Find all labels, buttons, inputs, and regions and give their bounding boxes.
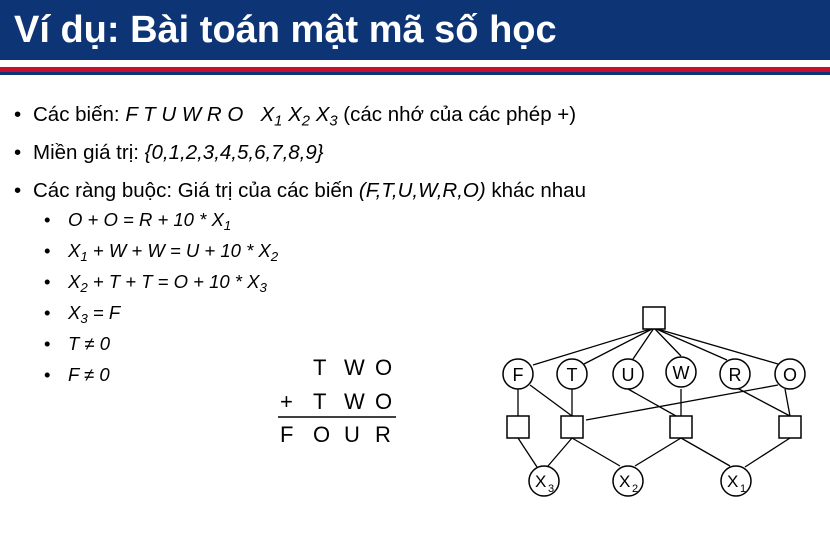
bullet-dot: • [44, 209, 51, 230]
bullet-dot: • [44, 302, 51, 323]
constraint-text: = F [87, 302, 121, 323]
carry-var-base: X [315, 103, 330, 126]
variables-label: Các biến: [33, 103, 126, 126]
svg-text:U: U [621, 365, 635, 385]
constraint-sub: 3 [259, 279, 267, 295]
svg-text:W: W [672, 363, 690, 383]
bullet-dot: • [44, 333, 51, 354]
graph-constraint-square [670, 416, 692, 438]
graph-variable-node [557, 359, 587, 389]
graph-constraint-square [779, 416, 801, 438]
graph-constraint-square [561, 416, 583, 438]
constraint-text: O + O = R + 10 * X [68, 209, 224, 230]
svg-text:X: X [727, 472, 739, 491]
bullet-dot: • [14, 103, 22, 126]
carry-var-sub: 1 [274, 113, 283, 130]
constraint-text: F ≠ 0 [68, 364, 110, 385]
constraint-lead-sub: 1 [80, 248, 88, 264]
constraints-vars: (F,T,U,W,R,O) [358, 179, 486, 202]
carry-var-base: X [288, 103, 302, 126]
graph-variable-node [503, 359, 533, 389]
graph-variable-node [720, 359, 750, 389]
puzzle-letter: R [375, 422, 391, 447]
constraint-sub: 2 [270, 248, 279, 264]
svg-text:T: T [566, 365, 578, 385]
graph-variable-node [613, 359, 643, 389]
constraint-lead: X [68, 302, 81, 323]
graph-carry-node [529, 466, 559, 496]
graph-carry-node [721, 466, 751, 496]
puzzle-letter: O [375, 355, 393, 380]
puzzle-letter: T [313, 389, 327, 414]
bullet-dot: • [14, 179, 22, 202]
svg-text:2: 2 [632, 483, 639, 495]
domain-values: {0,1,2,3,4,5,6,7,8,9} [144, 141, 324, 164]
puzzle-letter: W [344, 389, 365, 414]
puzzle-letter: O [375, 389, 393, 414]
bullet-dot: • [44, 271, 51, 292]
constraints-tail: khác nhau [485, 179, 586, 202]
bullet-dot: • [14, 141, 22, 164]
graph-edges [518, 328, 790, 467]
constraint-lead-sub: 2 [80, 279, 88, 295]
variables-letters: F T U W R O [125, 103, 244, 126]
puzzle-letter: F [280, 422, 294, 447]
svg-text:F: F [512, 365, 524, 385]
svg-text:X: X [619, 472, 631, 491]
svg-text:R: R [728, 365, 742, 385]
graph-constraint-square [507, 416, 529, 438]
constraint-sub: 1 [223, 217, 232, 233]
puzzle-letter: W [344, 355, 365, 380]
svg-text:1: 1 [740, 483, 747, 495]
svg-text:3: 3 [548, 483, 555, 495]
puzzle-plus: + [280, 389, 293, 414]
constraint-text: T ≠ 0 [68, 333, 111, 354]
carry-var-sub: 2 [301, 113, 310, 130]
bullet-dot: • [44, 364, 51, 385]
graph-constraint-square [643, 307, 665, 329]
slide-title: Ví dụ: Bài toán mật mã số học [14, 9, 557, 51]
bullet-dot: • [44, 240, 51, 261]
svg-text:O: O [782, 365, 798, 385]
svg-text:X: X [535, 472, 547, 491]
constraint-text: + W + W = U + 10 * X [87, 240, 271, 261]
constraint-lead: X [68, 240, 81, 261]
graph-carry-node [613, 466, 643, 496]
graph-variable-node [666, 357, 696, 387]
constraint-text: + T + T = O + 10 * X [87, 271, 260, 292]
carry-var-sub: 3 [329, 113, 338, 130]
carry-var-base: X [260, 103, 275, 126]
constraint-lead: X [68, 271, 81, 292]
domain-label: Miền giá trị: [33, 141, 145, 164]
constraints-label: Các ràng buộc: Giá trị của các biến [33, 179, 359, 202]
variables-note: (các nhớ của các phép +) [343, 103, 577, 126]
puzzle-letter: U [344, 422, 360, 447]
puzzle-letter: O [313, 422, 331, 447]
puzzle-letter: T [313, 355, 327, 380]
graph-variable-node [775, 359, 805, 389]
constraint-lead-sub: 3 [80, 310, 88, 326]
